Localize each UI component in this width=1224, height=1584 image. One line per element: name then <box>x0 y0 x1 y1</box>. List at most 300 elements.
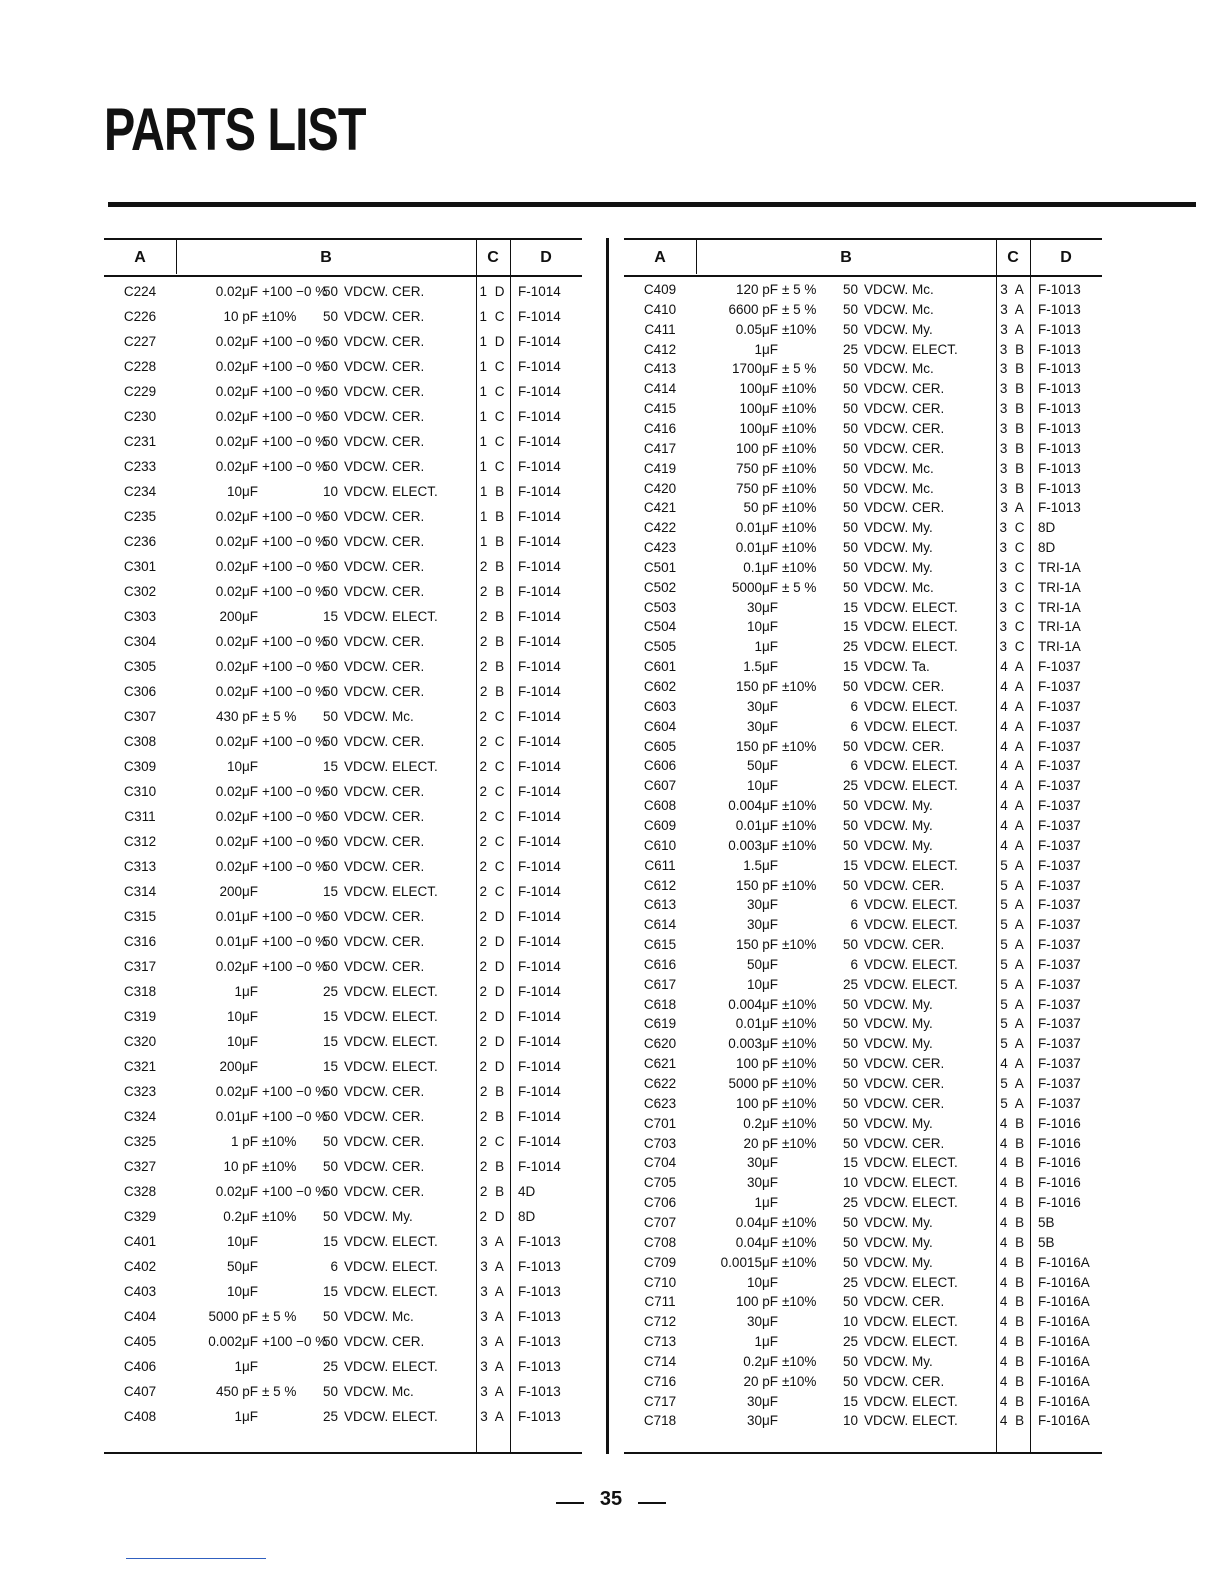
cell-val: 100 pF <box>735 1056 778 1072</box>
table-row <box>624 816 1102 836</box>
table-row <box>104 1257 582 1277</box>
cell-type: VDCW. CER. <box>344 1109 425 1124</box>
cell-c: 2 C <box>479 709 507 724</box>
cell-volt: 50 <box>322 359 338 374</box>
cell-d: F-1016A <box>1038 1294 1090 1310</box>
cell-type: VDCW. CER. <box>864 500 945 516</box>
cell-volt: 50 <box>842 1214 858 1230</box>
cell-a: C609 <box>643 817 677 833</box>
cell-a: C611 <box>644 857 676 873</box>
cell-a: C613 <box>643 897 677 913</box>
cell-c: 3 A <box>480 1284 506 1299</box>
cell-a: C718 <box>643 1413 677 1429</box>
cell-d: F-1016 <box>1038 1135 1081 1151</box>
cell-val: 1μF <box>234 1359 258 1374</box>
cell-type: VDCW. My. <box>864 817 933 833</box>
cell-c: 3 A <box>1000 282 1026 297</box>
cell-c: 1 D <box>479 334 507 349</box>
cell-volt: 25 <box>842 341 858 357</box>
cell-c: 3 C <box>999 619 1027 635</box>
cell-val: 10μF <box>226 1234 258 1249</box>
cell-val: 100μF <box>739 420 778 436</box>
cell-tol: ±10% <box>782 1115 817 1131</box>
cell-val: 10μF <box>226 484 258 499</box>
cell-a: C320 <box>123 1034 157 1049</box>
cell-tol: +100 −0 % <box>262 1109 328 1124</box>
cell-d: F-1013 <box>518 1259 561 1274</box>
table-row <box>624 1332 1102 1352</box>
table-row <box>104 282 582 302</box>
table-row <box>624 1074 1102 1094</box>
cell-a: C619 <box>643 1016 677 1032</box>
cell-volt: 50 <box>322 684 338 699</box>
cell-volt: 50 <box>842 937 858 953</box>
cell-type: VDCW. ELECT. <box>864 718 958 734</box>
cell-a: C304 <box>123 634 157 649</box>
cell-d: F-1013 <box>1038 500 1081 516</box>
cell-a: C324 <box>123 1109 157 1124</box>
cell-c: 4 B <box>999 1254 1027 1270</box>
table-row <box>104 1407 582 1427</box>
cell-c: 1 D <box>479 284 507 299</box>
cell-d: F-1014 <box>518 659 561 674</box>
cell-tol: ± 5 % <box>782 579 817 595</box>
cell-a: C313 <box>123 859 157 874</box>
table-row <box>624 340 1102 360</box>
cell-d: 4D <box>518 1184 536 1199</box>
cell-c: 4 B <box>999 1353 1027 1369</box>
cell-a: C606 <box>643 758 677 774</box>
cell-d: F-1013 <box>1038 480 1081 496</box>
cell-a: C327 <box>123 1159 157 1174</box>
cell-c: 1 B <box>479 534 507 549</box>
table-row <box>624 1153 1102 1173</box>
cell-a: C708 <box>643 1234 677 1250</box>
cell-d: F-1013 <box>1038 420 1081 436</box>
cell-d: TRI-1A <box>1038 599 1081 615</box>
cell-volt: 10 <box>322 484 338 499</box>
table-row <box>624 439 1102 459</box>
cell-a: C311 <box>124 809 156 824</box>
cell-val: 30μF <box>746 1155 778 1171</box>
cell-c: 4 B <box>999 1135 1027 1151</box>
cell-volt: 6 <box>850 917 858 933</box>
cell-a: C707 <box>643 1214 677 1230</box>
cell-a: C709 <box>643 1254 677 1270</box>
cell-val: 0.02μF <box>215 284 258 299</box>
cell-tol: ±10% <box>782 738 817 754</box>
cell-d: F-1037 <box>1038 976 1081 992</box>
cell-type: VDCW. ELECT. <box>344 759 438 774</box>
cell-d: F-1014 <box>518 584 561 599</box>
cell-c: 2 D <box>479 1034 507 1049</box>
cell-volt: 50 <box>322 284 338 299</box>
cell-c: 4 B <box>999 1155 1027 1171</box>
cell-type: VDCW. CER. <box>344 634 425 649</box>
cell-tol: ±10% <box>782 1135 817 1151</box>
cell-tol: ±10% <box>262 309 297 324</box>
cell-volt: 50 <box>842 798 858 814</box>
cell-volt: 25 <box>842 1274 858 1290</box>
cell-volt: 50 <box>322 634 338 649</box>
cell-val: 0.02μF <box>215 634 258 649</box>
cell-a: C301 <box>123 559 157 574</box>
cell-val: 0.01μF <box>215 1109 258 1124</box>
cell-c: 3 B <box>999 480 1027 496</box>
cell-val: 100μF <box>739 401 778 417</box>
cell-type: VDCW. CER. <box>344 384 425 399</box>
page-title: PARTS LIST <box>104 96 366 163</box>
cell-c: 3 A <box>480 1259 506 1274</box>
cell-d: F-1016A <box>1038 1413 1090 1429</box>
cell-type: VDCW. CER. <box>864 401 945 417</box>
table-row <box>104 582 582 602</box>
cell-tol: ±10% <box>782 480 817 496</box>
cell-d: F-1014 <box>518 1134 561 1149</box>
cell-volt: 50 <box>842 817 858 833</box>
cell-volt: 50 <box>842 1076 858 1091</box>
cell-c: 2 B <box>479 1184 507 1199</box>
table-row <box>104 1057 582 1077</box>
table-row <box>104 1307 582 1327</box>
cell-val: 5000 pF <box>208 1309 258 1324</box>
cell-d: F-1014 <box>518 1059 561 1074</box>
cell-type: VDCW. CER. <box>864 420 945 436</box>
cell-c: 1 C <box>479 384 507 399</box>
cell-tol: ±10% <box>782 1214 817 1230</box>
header-b: B <box>840 249 852 266</box>
cell-volt: 50 <box>842 559 858 575</box>
table-row <box>104 307 582 327</box>
table-row <box>624 578 1102 598</box>
cell-d: F-1014 <box>518 509 561 524</box>
cell-volt: 15 <box>322 1284 338 1299</box>
cell-volt: 50 <box>842 1036 858 1052</box>
cell-val: 10μF <box>226 1034 258 1049</box>
cell-d: F-1014 <box>518 909 561 924</box>
cell-d: F-1016 <box>1038 1195 1081 1211</box>
cell-val: 5000μF <box>731 579 778 595</box>
cell-volt: 25 <box>842 1195 858 1211</box>
cell-volt: 50 <box>842 540 858 556</box>
cell-val: 0.02μF <box>215 859 258 874</box>
cell-d: F-1014 <box>518 359 561 374</box>
header-d: D <box>540 249 552 266</box>
cell-a: C314 <box>123 884 157 899</box>
cell-type: VDCW. My. <box>864 540 933 556</box>
cell-tol: ±10% <box>782 500 817 516</box>
cell-tol: +100 −0 % <box>262 1334 328 1349</box>
cell-val: 0.02μF <box>215 409 258 424</box>
cell-volt: 50 <box>322 1209 338 1224</box>
cell-type: VDCW. CER. <box>344 334 425 349</box>
cell-d: F-1014 <box>518 609 561 624</box>
cell-c: 4 A <box>1000 837 1026 853</box>
cell-type: VDCW. Mc. <box>344 1309 414 1324</box>
table-row <box>624 419 1102 439</box>
cell-a: C602 <box>643 679 677 694</box>
cell-volt: 6 <box>330 1259 338 1274</box>
table-row <box>624 359 1102 379</box>
cell-volt: 50 <box>322 959 338 974</box>
cell-type: VDCW. My. <box>864 798 933 814</box>
cell-val: 0.02μF <box>215 784 258 799</box>
cell-type: VDCW. CER. <box>864 679 945 694</box>
cell-c: 2 D <box>479 1209 507 1224</box>
cell-d: F-1014 <box>518 934 561 949</box>
cell-volt: 25 <box>322 984 338 999</box>
cell-volt: 50 <box>842 579 858 595</box>
cell-c: 5 A <box>1000 956 1026 972</box>
cell-d: F-1037 <box>1038 1016 1081 1032</box>
cell-a: C405 <box>123 1334 157 1349</box>
cell-d: F-1014 <box>518 634 561 649</box>
cell-a: C406 <box>123 1359 157 1374</box>
cell-d: F-1014 <box>518 484 561 499</box>
cell-a: C421 <box>643 500 677 516</box>
cell-volt: 50 <box>322 809 338 824</box>
cell-a: C409 <box>643 282 677 297</box>
cell-type: VDCW. My. <box>864 1254 933 1270</box>
cell-c: 2 C <box>479 884 507 899</box>
cell-type: VDCW. CER. <box>344 859 425 874</box>
table-row <box>624 895 1102 915</box>
table-row <box>624 836 1102 856</box>
cell-volt: 10 <box>842 1413 858 1429</box>
table-row <box>104 432 582 452</box>
cell-c: 3 C <box>999 559 1027 575</box>
cell-type: VDCW. ELECT. <box>864 341 958 357</box>
table-row <box>104 682 582 702</box>
cell-a: C710 <box>643 1274 677 1290</box>
cell-a: C319 <box>123 1009 157 1024</box>
cell-tol: ±10% <box>782 1234 817 1250</box>
cell-volt: 50 <box>842 1016 858 1032</box>
cell-type: VDCW. ELECT. <box>344 1284 438 1299</box>
cell-d: F-1014 <box>518 734 561 749</box>
cell-volt: 50 <box>842 1056 858 1072</box>
table-row <box>104 882 582 902</box>
cell-d: F-1013 <box>518 1384 561 1399</box>
cell-val: 0.01μF <box>735 520 778 536</box>
cell-type: VDCW. ELECT. <box>344 484 438 499</box>
cell-c: 3 B <box>999 361 1027 377</box>
cell-d: F-1037 <box>1038 837 1081 853</box>
cell-type: VDCW. ELECT. <box>344 984 438 999</box>
cell-val: 0.004μF <box>728 996 778 1012</box>
cell-val: 20 pF <box>743 1373 778 1389</box>
cell-d: TRI-1A <box>1038 639 1081 655</box>
cell-val: 1μF <box>754 639 778 655</box>
table-row <box>624 1273 1102 1293</box>
cell-a: C236 <box>123 534 157 549</box>
cell-d: F-1014 <box>518 959 561 974</box>
cell-a: C504 <box>643 619 677 635</box>
cell-c: 4 B <box>999 1214 1027 1230</box>
cell-a: C501 <box>643 559 677 575</box>
table-row <box>104 1357 582 1377</box>
cell-val: 0.02μF <box>215 659 258 674</box>
table-row <box>104 907 582 927</box>
cell-a: C420 <box>643 480 677 496</box>
cell-c: 1 C <box>479 309 507 324</box>
cell-volt: 10 <box>842 1314 858 1330</box>
cell-val: 150 pF <box>735 679 778 694</box>
cell-type: VDCW. ELECT. <box>864 1195 958 1211</box>
cell-volt: 50 <box>842 440 858 456</box>
table-row <box>104 957 582 977</box>
cell-type: VDCW. ELECT. <box>344 1409 438 1424</box>
table-row <box>624 1193 1102 1213</box>
table-row <box>624 935 1102 955</box>
cell-d: TRI-1A <box>1038 579 1081 595</box>
table-row <box>624 300 1102 320</box>
table-row <box>104 1382 582 1402</box>
cell-tol: +100 −0 % <box>262 634 328 649</box>
cell-type: VDCW. Mc. <box>864 460 934 476</box>
cell-d: F-1014 <box>518 1034 561 1049</box>
cell-a: C303 <box>123 609 157 624</box>
cell-a: C230 <box>123 409 157 424</box>
cell-val: 10μF <box>746 778 778 794</box>
cell-d: F-1016 <box>1038 1115 1081 1131</box>
cell-volt: 50 <box>322 784 338 799</box>
cell-val: 1.5μF <box>743 857 778 873</box>
cell-d: F-1014 <box>518 984 561 999</box>
cell-val: 30μF <box>746 897 778 913</box>
cell-c: 2 B <box>479 634 507 649</box>
cell-tol: +100 −0 % <box>262 559 328 574</box>
cell-val: 1μF <box>754 341 778 357</box>
cell-c: 3 B <box>999 460 1027 476</box>
cell-tol: ± 5 % <box>262 1384 297 1399</box>
cell-type: VDCW. ELECT. <box>344 1059 438 1074</box>
cell-c: 2 D <box>479 984 507 999</box>
cell-type: VDCW. ELECT. <box>864 1175 958 1191</box>
cell-c: 4 A <box>1000 778 1026 794</box>
cell-c: 4 B <box>999 1373 1027 1389</box>
cell-a: C717 <box>643 1393 677 1409</box>
cell-d: 8D <box>1038 520 1056 536</box>
cell-a: C403 <box>123 1284 157 1299</box>
cell-d: F-1013 <box>1038 460 1081 476</box>
cell-type: VDCW. ELECT. <box>344 1259 438 1274</box>
cell-tol: ±10% <box>782 440 817 456</box>
cell-volt: 50 <box>322 459 338 474</box>
cell-c: 5 A <box>1000 897 1026 913</box>
cell-d: F-1014 <box>518 834 561 849</box>
cell-type: VDCW. ELECT. <box>864 599 958 615</box>
cell-a: C604 <box>643 718 677 734</box>
cell-tol: ±10% <box>262 1159 297 1174</box>
table-row <box>624 1372 1102 1392</box>
table-row <box>624 1392 1102 1412</box>
cell-tol: ±10% <box>782 540 817 556</box>
cell-val: 0.02μF <box>215 534 258 549</box>
cell-a: C316 <box>123 934 157 949</box>
cell-a: C712 <box>643 1314 677 1330</box>
table-row <box>104 1182 582 1202</box>
cell-val: 5000 pF <box>728 1076 778 1091</box>
cell-c: 1 B <box>479 484 507 499</box>
cell-tol: ± 5 % <box>262 1309 297 1324</box>
header-d: D <box>1060 249 1072 266</box>
cell-tol: ±10% <box>782 401 817 417</box>
cell-c: 3 B <box>999 420 1027 436</box>
cell-type: VDCW. My. <box>864 1115 933 1131</box>
cell-tol: +100 −0 % <box>262 434 328 449</box>
parts-table-left <box>104 238 582 1424</box>
cell-d: F-1016 <box>1038 1155 1081 1171</box>
table-row <box>624 1034 1102 1054</box>
cell-a: C607 <box>643 778 677 794</box>
table-row <box>104 1332 582 1352</box>
cell-c: 4 B <box>999 1314 1027 1330</box>
cell-a: C224 <box>123 284 157 299</box>
cell-volt: 15 <box>322 884 338 899</box>
cell-a: C235 <box>123 509 157 524</box>
cell-type: VDCW. ELECT. <box>864 857 958 873</box>
cell-type: VDCW. My. <box>864 321 933 337</box>
cell-d: F-1014 <box>518 809 561 824</box>
cell-a: C229 <box>123 384 157 399</box>
cell-type: VDCW. My. <box>864 520 933 536</box>
cell-type: VDCW. CER. <box>864 381 945 397</box>
cell-tol: ±10% <box>782 817 817 833</box>
cell-val: 0.2μF <box>223 1209 258 1224</box>
cell-type: VDCW. ELECT. <box>344 609 438 624</box>
cell-val: 50μF <box>746 758 778 774</box>
cell-volt: 50 <box>322 1309 338 1324</box>
cell-c: 4 B <box>999 1234 1027 1250</box>
cell-c: 5 A <box>1000 917 1026 933</box>
cell-type: VDCW. ELECT. <box>344 1034 438 1049</box>
cell-val: 30μF <box>746 1413 778 1429</box>
cell-d: F-1014 <box>518 859 561 874</box>
cell-val: 1 pF <box>230 1134 258 1149</box>
cell-tol: +100 −0 % <box>262 859 328 874</box>
cell-volt: 50 <box>322 1159 338 1174</box>
cell-val: 0.02μF <box>215 459 258 474</box>
cell-a: C601 <box>643 659 677 675</box>
cell-val: 0.02μF <box>215 959 258 974</box>
cell-val: 430 pF <box>215 709 258 724</box>
cell-volt: 10 <box>842 1175 858 1191</box>
cell-type: VDCW. CER. <box>344 909 425 924</box>
cell-c: 2 B <box>479 659 507 674</box>
cell-c: 4 B <box>999 1334 1027 1350</box>
cell-tol: ± 5 % <box>782 301 817 317</box>
cell-c: 3 B <box>999 381 1027 397</box>
table-row <box>624 498 1102 518</box>
cell-val: 1μF <box>234 984 258 999</box>
cell-d: F-1037 <box>1038 897 1081 913</box>
cell-a: C621 <box>643 1056 677 1072</box>
cell-d: F-1016 <box>1038 1175 1081 1191</box>
table-row <box>624 538 1102 558</box>
cell-a: C622 <box>643 1076 677 1091</box>
cell-volt: 50 <box>842 420 858 436</box>
cell-type: VDCW. My. <box>864 837 933 853</box>
cell-volt: 50 <box>322 584 338 599</box>
cell-c: 1 C <box>479 434 507 449</box>
cell-type: VDCW. ELECT. <box>864 897 958 913</box>
cell-val: 200μF <box>219 884 258 899</box>
cell-d: F-1037 <box>1038 1076 1081 1091</box>
cell-c: 2 C <box>479 734 507 749</box>
cell-a: C505 <box>643 639 677 655</box>
cell-d: F-1037 <box>1038 877 1081 893</box>
